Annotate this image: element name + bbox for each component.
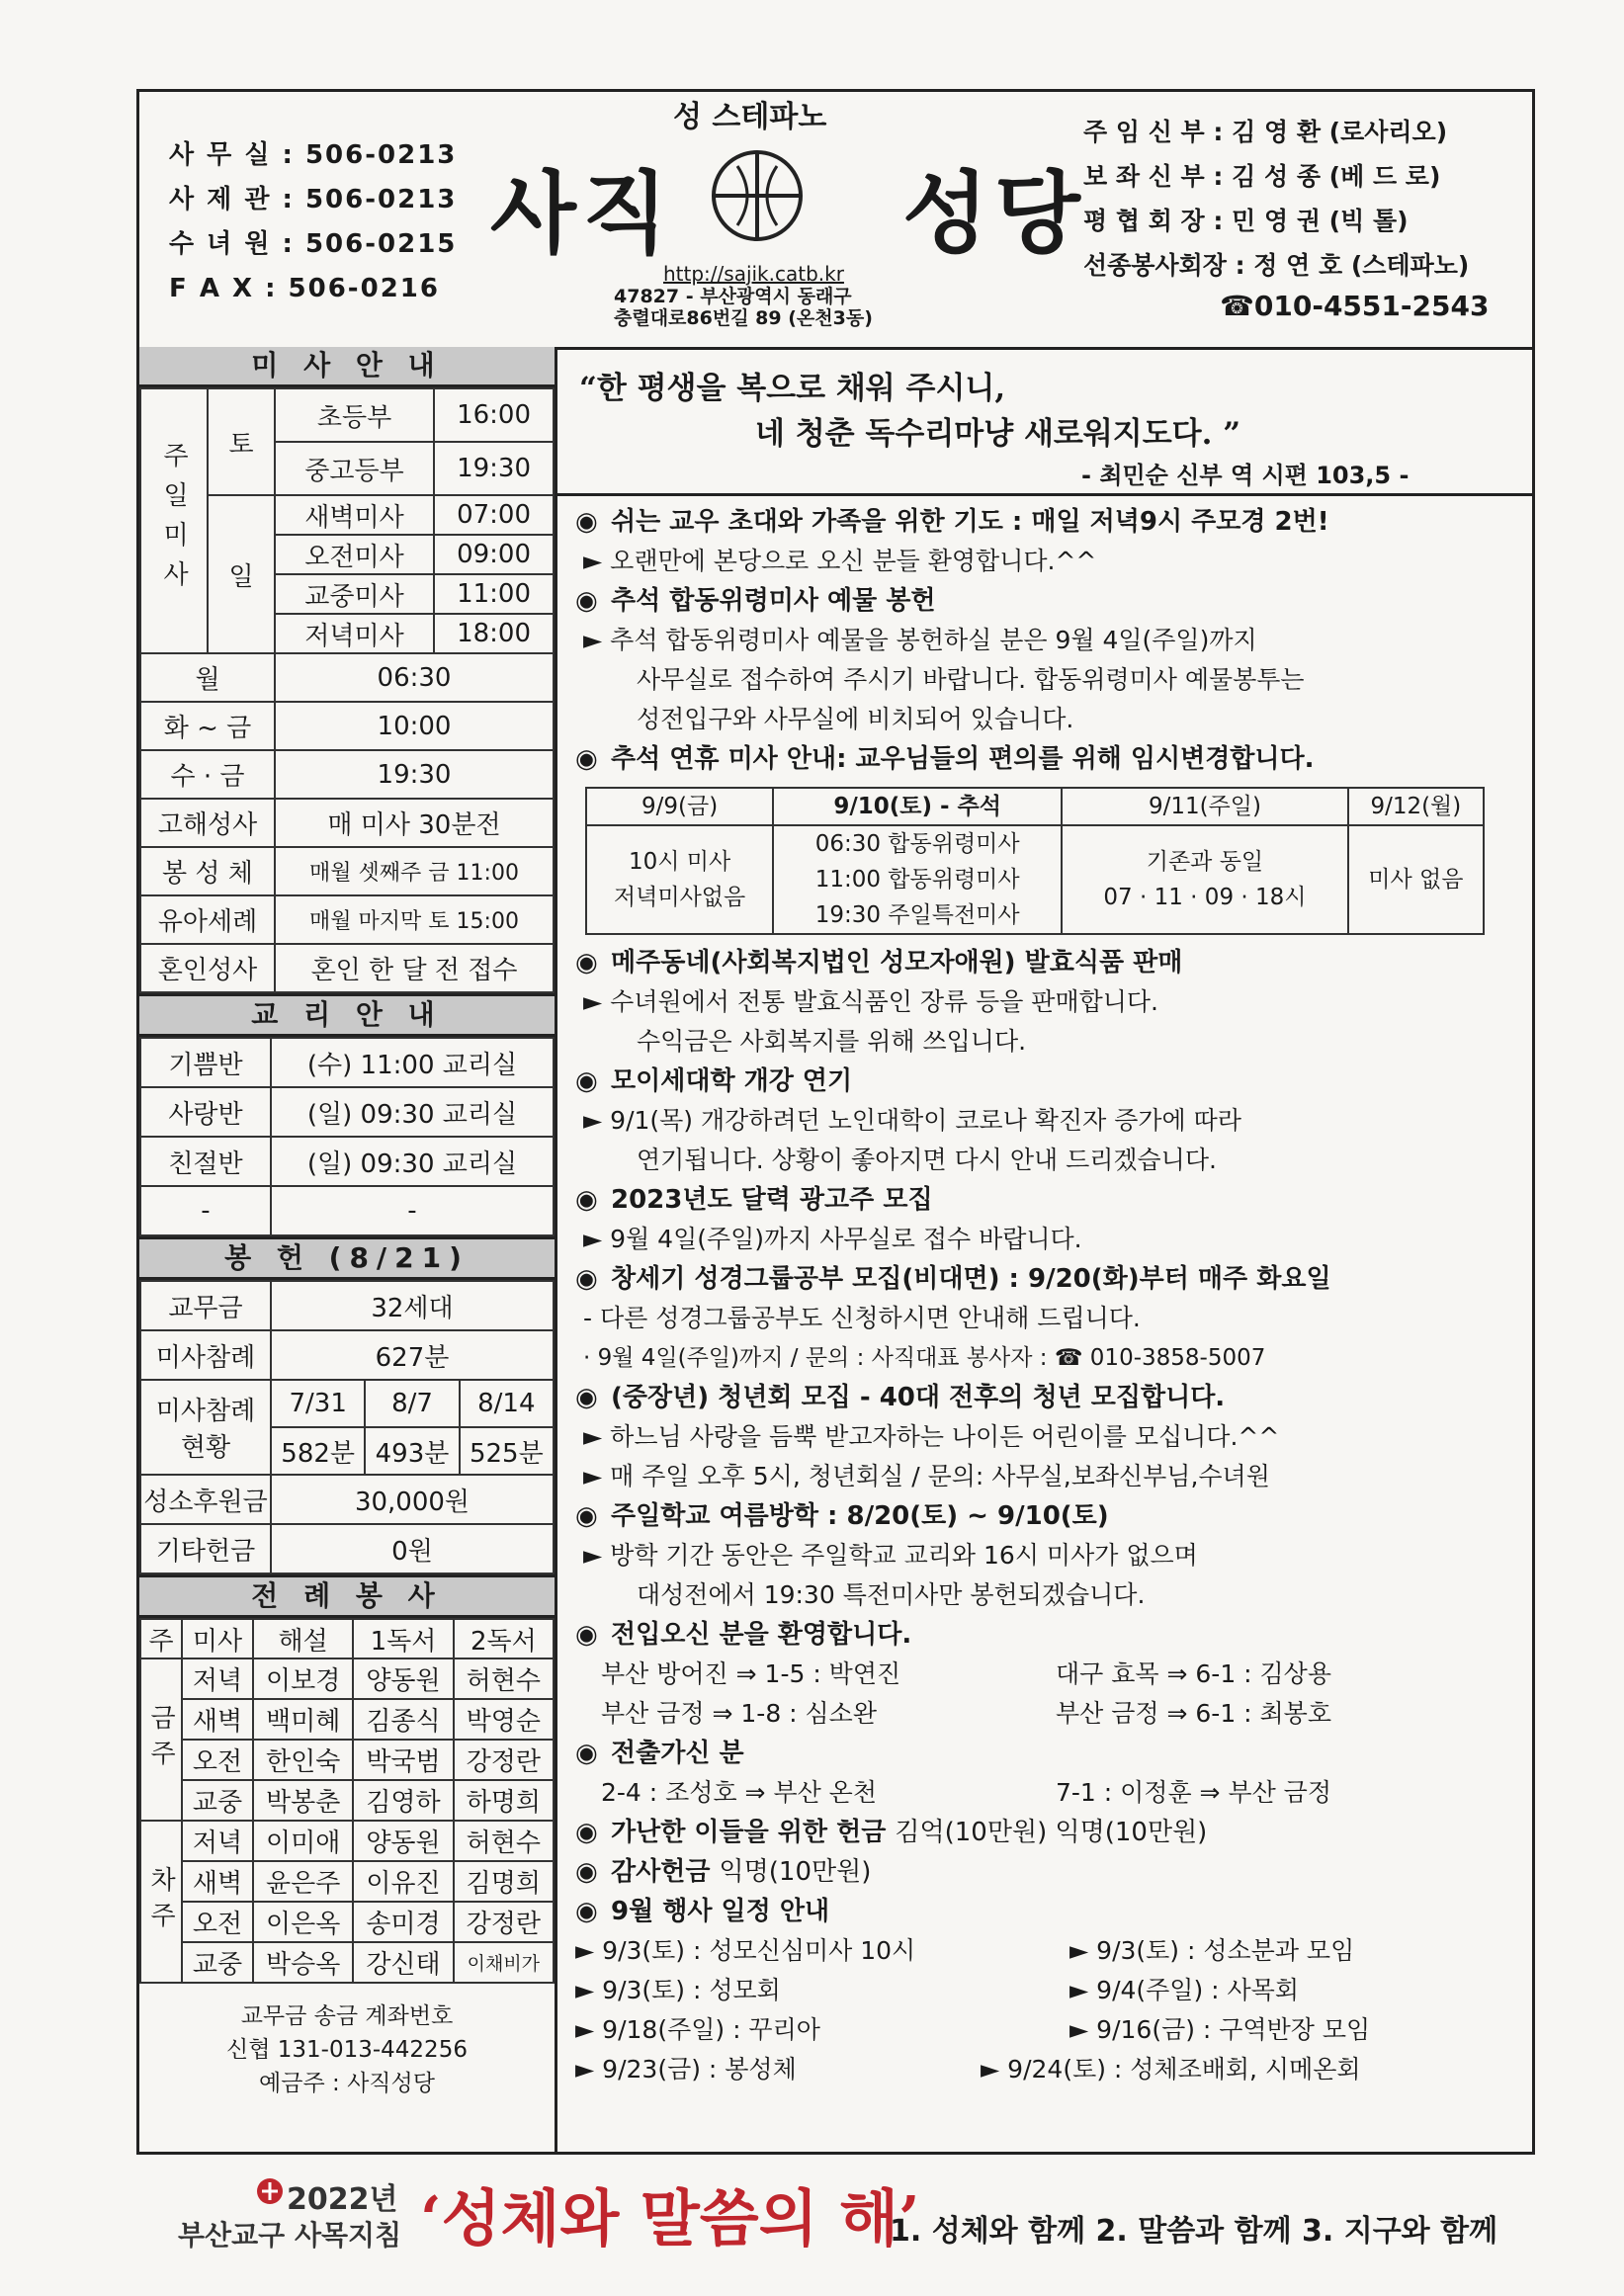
- notice-body: 연기됩니다. 상황이 좋아지면 다시 안내 드리겠습니다.: [637, 1146, 1217, 1174]
- notice-title-text: 창세기 성경그룹공부 모집(비대면) : 9/20(화)부터 매주 화요일: [611, 1264, 1331, 1294]
- offering-label: 교무금: [140, 1281, 271, 1330]
- liturgy-header: 미사: [182, 1619, 253, 1658]
- notice-title: [575, 1062, 1532, 1101]
- mass-section-title: 미 사 안 내: [139, 347, 555, 387]
- holiday-line: 10시 미사: [628, 849, 731, 875]
- mass-name: 오전미사: [275, 535, 434, 574]
- quote-source: - 최민순 신부 역 시편 103,5 -: [1081, 462, 1410, 489]
- notice-title: [575, 502, 1532, 542]
- liturgy-person: 이채비가: [454, 1942, 554, 1983]
- sacrament-time: 매월 셋째주 금 11:00: [275, 847, 554, 895]
- mass-name: 중고등부: [275, 442, 434, 495]
- sacrament-label: 봉 성 체: [140, 847, 275, 895]
- event-row: [575, 2050, 1532, 2089]
- notice-body: 사무실로 접수하여 주시기 바랍니다. 합동위령미사 예물봉투는: [637, 665, 1305, 694]
- notice-body: ► 수녀원에서 전통 발효식품인 장류 등을 판매합니다.: [583, 987, 1159, 1016]
- mass-time: 11:00: [434, 574, 554, 614]
- notice-body: ► 추석 합동위령미사 예물을 봉헌하실 분은 9월 4일(주일)까지: [583, 626, 1257, 654]
- notice-body: ► 방학 기간 동안은 주일학교 교리와 16시 미사가 없으며: [583, 1541, 1198, 1570]
- bullet-icon: ◉: [575, 1185, 598, 1215]
- notice-body: ► 오랜만에 본당으로 오신 분들 환영합니다.^^: [583, 547, 1097, 575]
- contact-rectory: 사 제 관 : 506-0213: [169, 185, 458, 214]
- contact-office: 사 무 실 : 506-0213: [169, 140, 458, 170]
- mass-table: [139, 387, 555, 993]
- liturgy-person: 김영하: [353, 1780, 453, 1821]
- class-name: 사랑반: [140, 1087, 271, 1137]
- footer: [138, 2174, 1542, 2283]
- mass-name: 교중미사: [275, 574, 434, 614]
- notice-title: [575, 739, 1532, 779]
- attendance-date: 7/31: [271, 1380, 365, 1427]
- liturgy-person: 한인숙: [253, 1740, 353, 1780]
- notice-title-text: 모이세대학 개강 연기: [611, 1066, 853, 1096]
- liturgy-person: 박국범: [353, 1740, 453, 1780]
- liturgy-person: 양동원: [353, 1658, 453, 1699]
- mass-time: 07:00: [434, 495, 554, 535]
- notice-title: [575, 1180, 1532, 1220]
- holiday-line: 기존과 동일: [1146, 849, 1264, 875]
- notice-body: ► 9/1(목) 개강하려던 노인대학이 코로나 확진자 증가에 따라: [583, 1106, 1241, 1135]
- notice-title-text: 전출가신 분: [611, 1739, 744, 1768]
- notice-title-text: (중장년) 청년회 모집 - 40대 전후의 청년 모집합니다.: [611, 1383, 1226, 1412]
- parish-logo-icon: [708, 146, 807, 245]
- event-item: ► 9/4(주일) : 사목회: [1069, 1976, 1299, 2004]
- this-week-label: 금주: [140, 1658, 182, 1821]
- holiday-cell: 미사 없음: [1348, 825, 1484, 934]
- transfer: 7-1 : 이정훈 ⇒ 부산 금정: [1056, 1778, 1331, 1807]
- footer-points: 1. 성체와 함께 2. 말씀과 함께 3. 지구와 함께: [890, 2214, 1498, 2249]
- notice-title-text: 메주동네(사회복지법인 성모자애원) 발효식품 판매: [611, 948, 1183, 978]
- sunday-mass-label: 주일미사: [140, 388, 208, 653]
- bullet-icon: ◉: [575, 1739, 598, 1768]
- event-item: ► 9/18(주일) : 꾸리아: [575, 2015, 820, 2044]
- attendance-label: [140, 1380, 271, 1475]
- holiday-cell: [586, 825, 773, 934]
- funeral-president: 선종봉사회장 : 정 연 호 (스테파노): [1083, 251, 1470, 280]
- notice-title-text: 가난한 이들을 위한 헌금: [611, 1818, 887, 1847]
- liturgy-mass: 교중: [182, 1942, 253, 1983]
- liturgy-mass: 저녁: [182, 1658, 253, 1699]
- bullet-icon: ◉: [575, 1857, 598, 1887]
- class-name: -: [140, 1186, 271, 1235]
- notice-title: [575, 1892, 1532, 1931]
- offering-section-title: 봉 헌 (8/21): [139, 1236, 555, 1280]
- liturgy-mass: 새벽: [182, 1699, 253, 1740]
- notice-title-text: 추석 합동위령미사 예물 봉헌: [611, 586, 936, 616]
- liturgy-person: 허현수: [454, 1658, 554, 1699]
- notice-title: [575, 943, 1532, 982]
- offering-value: 0원: [271, 1524, 554, 1573]
- bullet-icon: ◉: [575, 1897, 598, 1926]
- offering-label: 기타헌금: [140, 1524, 271, 1573]
- liturgy-person: 김종식: [353, 1699, 453, 1740]
- liturgy-person: 백미혜: [253, 1699, 353, 1740]
- parish-name-right: 성당: [902, 162, 1086, 266]
- weekday-time: 06:30: [275, 653, 554, 702]
- mass-time: 18:00: [434, 614, 554, 653]
- bullet-icon: ◉: [575, 1818, 598, 1847]
- liturgy-header: 2독서: [454, 1619, 554, 1658]
- class-time: -: [271, 1186, 554, 1235]
- sunday-label: 일: [208, 495, 275, 653]
- holiday-line: 11:00 합동위령미사: [814, 867, 1020, 893]
- newcomer-row: [575, 1655, 1532, 1694]
- weekday-label: 월: [140, 653, 275, 702]
- event-item: ► 9/23(금) : 봉성체: [575, 2055, 797, 2083]
- liturgy-person: 이유진: [353, 1861, 453, 1902]
- liturgy-mass: 오전: [182, 1740, 253, 1780]
- weekday-label: 화 ~ 금: [140, 702, 275, 750]
- newcomer: 부산 금정 ⇒ 6-1 : 최봉호: [1056, 1699, 1331, 1728]
- bullet-icon: ◉: [575, 1066, 598, 1096]
- liturgy-header: 주: [140, 1619, 182, 1658]
- address-line-2: 충렬대로86번길 89 (온천3동): [614, 307, 873, 329]
- holiday-line: 저녁미사없음: [613, 885, 746, 910]
- liturgy-mass: 교중: [182, 1780, 253, 1821]
- notice-body: ► 9월 4일(주일)까지 사무실로 접수 바랍니다.: [583, 1225, 1082, 1253]
- sacrament-label: 고해성사: [140, 799, 275, 847]
- holiday-header: 9/9(금): [586, 788, 773, 825]
- notice-list: [557, 496, 1532, 2089]
- council-president: 평 협 회 장 : 민 영 권 (빅 톨): [1083, 207, 1409, 235]
- event-row: [575, 2010, 1532, 2050]
- holiday-line: 06:30 합동위령미사: [814, 831, 1020, 857]
- doctrine-section-title: 교 리 안 내: [139, 993, 555, 1037]
- sacrament-label: 유아세례: [140, 895, 275, 944]
- liturgy-mass: 오전: [182, 1902, 253, 1942]
- attendance-count: 525분: [460, 1427, 554, 1475]
- scripture-quote: [557, 347, 1532, 496]
- bullet-icon: ◉: [575, 1620, 598, 1650]
- bullet-icon: ◉: [575, 948, 598, 978]
- weekday-time: 19:30: [275, 750, 554, 799]
- weekday-label: 수 · 금: [140, 750, 275, 799]
- bullet-icon: ◉: [575, 1501, 598, 1531]
- contact-convent: 수 녀 원 : 506-0215: [169, 229, 458, 259]
- class-time: (일) 09:30 교리실: [271, 1087, 554, 1137]
- notice-body: ► 매 주일 오후 5시, 청년회실 / 문의: 사무실,보좌신부님,수녀원: [583, 1462, 1270, 1490]
- bullet-icon: ◉: [575, 744, 598, 774]
- class-name: 친절반: [140, 1137, 271, 1186]
- holiday-cell: [1062, 825, 1348, 934]
- holiday-header: 9/11(주일): [1062, 788, 1348, 825]
- attendance-label-2: 현황: [180, 1433, 231, 1463]
- liturgy-person: 강신태: [353, 1942, 453, 1983]
- notice-title-text: 감사헌금: [611, 1857, 711, 1887]
- class-time: (일) 09:30 교리실: [271, 1137, 554, 1186]
- holiday-header: 9/12(월): [1348, 788, 1484, 825]
- account-title: 교무금 송금 계좌번호: [240, 2003, 454, 2029]
- website-link[interactable]: http://sajik.catb.kr: [663, 262, 844, 286]
- mass-name: 저녁미사: [275, 614, 434, 653]
- notice-title-text: 추석 연휴 미사 안내: 교우님들의 편의를 위해 임시변경합니다.: [611, 744, 1315, 774]
- holiday-cell: [773, 825, 1062, 934]
- liturgy-person: 송미경: [353, 1902, 453, 1942]
- sacrament-time: 매월 마지막 토 15:00: [275, 895, 554, 944]
- newcomer: 대구 효목 ⇒ 6-1 : 김상용: [1056, 1659, 1331, 1688]
- liturgy-person: 강정란: [454, 1740, 554, 1780]
- transfer-row: [575, 1773, 1532, 1813]
- holiday-header: 9/10(토) - 추석: [773, 788, 1062, 825]
- bullet-icon: ◉: [575, 586, 598, 616]
- attendance-count: 493분: [365, 1427, 459, 1475]
- offering-value: 627분: [271, 1330, 554, 1380]
- doctrine-table: [139, 1037, 555, 1236]
- event-row: [575, 1931, 1532, 1971]
- footer-year: 2022년: [287, 2182, 398, 2217]
- class-time: (수) 11:00 교리실: [271, 1038, 554, 1087]
- liturgy-header: 해설: [253, 1619, 353, 1658]
- event-item: ► 9/3(토) : 성모신심미사 10시: [575, 1936, 916, 1965]
- event-item: ► 9/16(금) : 구역반장 모임: [1069, 2015, 1371, 2044]
- footer-slogan: ‘성체와 말씀의 해’: [420, 2182, 920, 2254]
- liturgy-person: 강정란: [454, 1902, 554, 1942]
- quote-line-1: “한 평생을 복으로 채워 주시니,: [579, 371, 1006, 406]
- saturday-label: 토: [208, 388, 275, 495]
- account-number: 신협 131-013-442256: [226, 2037, 468, 2063]
- diocese-logo-icon: [255, 2176, 285, 2206]
- transfer: 2-4 : 조성호 ⇒ 부산 온천: [601, 1778, 877, 1807]
- attendance-count: 582분: [271, 1427, 365, 1475]
- notice-title: [575, 1813, 1532, 1852]
- offering-label: 성소후원금: [140, 1475, 271, 1524]
- notice-title: [575, 1852, 1532, 1892]
- notice-title: [575, 581, 1532, 621]
- liturgy-person: 박영순: [454, 1699, 554, 1740]
- notice-body: - 다른 성경그룹공부도 신청하시면 안내해 드립니다.: [583, 1304, 1141, 1332]
- notice-title: [575, 1615, 1532, 1655]
- holiday-line: 19:30 주일특전미사: [814, 902, 1020, 928]
- donation-value: 김억(10만원) 익명(10만원): [895, 1818, 1208, 1847]
- clergy-pastor: 주 임 신 부 : 김 영 환 (로사리오): [1083, 118, 1448, 146]
- event-item: ► 9/3(토) : 성소분과 모임: [1069, 1936, 1355, 1965]
- notice-title-text: 2023년도 달력 광고주 모집: [611, 1185, 933, 1215]
- left-column: [139, 347, 557, 2155]
- class-name: 기쁨반: [140, 1038, 271, 1087]
- notice-title: [575, 1496, 1532, 1536]
- notice-title-text: 전입오신 분을 환영합니다.: [611, 1620, 912, 1650]
- notice-body: 수익금은 사회복지를 위해 쓰입니다.: [637, 1027, 1027, 1056]
- mass-time: 19:30: [434, 442, 554, 495]
- liturgy-person: 박봉춘: [253, 1780, 353, 1821]
- notice-body: 성전입구와 사무실에 비치되어 있습니다.: [637, 705, 1074, 733]
- mass-time: 09:00: [434, 535, 554, 574]
- notice-body: ► 하느님 사랑을 듬뿍 받고자하는 나이든 어린이를 모십니다.^^: [583, 1422, 1280, 1451]
- clergy-assistant: 보 좌 신 부 : 김 성 종 (베 드 로): [1083, 162, 1441, 191]
- liturgy-mass: 새벽: [182, 1861, 253, 1902]
- event-row: [575, 1971, 1532, 2010]
- mass-name: 초등부: [275, 388, 434, 442]
- offering-value: 30,000원: [271, 1475, 554, 1524]
- parish-patron: 성 스테파노: [673, 100, 827, 134]
- notice-title: [575, 1378, 1532, 1417]
- holiday-mass-table: [585, 787, 1485, 935]
- liturgy-section-title: 전 례 봉 사: [139, 1574, 555, 1618]
- notice-body: 대성전에서 19:30 특전미사만 봉헌되겠습니다.: [637, 1580, 1146, 1609]
- liturgy-mass: 저녁: [182, 1821, 253, 1861]
- next-week-label: 차주: [140, 1821, 182, 1983]
- notice-title: [575, 1259, 1532, 1299]
- right-column: [557, 347, 1532, 2089]
- mass-name: 새벽미사: [275, 495, 434, 535]
- header: [139, 92, 1532, 350]
- footer-diocese: 부산교구 사목지침: [178, 2219, 402, 2252]
- notice-body: · 9월 4일(주일)까지 / 문의 : 사직대표 봉사자 : ☎ 010-3858-5007: [583, 1345, 1266, 1371]
- mass-time: 16:00: [434, 388, 554, 442]
- account-info: [139, 1984, 555, 2100]
- notice-title-text: 쉬는 교우 초대와 가족을 위한 기도 : 매일 저녁9시 주모경 2번!: [611, 507, 1329, 537]
- sacrament-time: 혼인 한 달 전 접수: [275, 944, 554, 992]
- liturgy-person: 윤은주: [253, 1861, 353, 1902]
- quote-line-2: 네 청춘 독수리마냥 새로워지도다. ”: [755, 416, 1241, 452]
- contact-list: [169, 133, 457, 311]
- offering-table: [139, 1280, 555, 1574]
- address: [614, 286, 873, 329]
- liturgy-person: 이미애: [253, 1821, 353, 1861]
- newcomer: 부산 금정 ⇒ 1-8 : 심소완: [601, 1699, 877, 1728]
- parish-name-left: 사직: [490, 162, 674, 266]
- sacrament-label: 혼인성사: [140, 944, 275, 992]
- liturgy-table: [139, 1618, 555, 1984]
- offering-label: 미사참례: [140, 1330, 271, 1380]
- newcomer: 부산 방어진 ⇒ 1-5 : 박연진: [601, 1659, 901, 1688]
- liturgy-person: 박승옥: [253, 1942, 353, 1983]
- donation-value: 익명(10만원): [719, 1857, 872, 1887]
- liturgy-header: 1독서: [353, 1619, 453, 1658]
- newcomer-row: [575, 1694, 1532, 1734]
- contact-fax: F A X : 506-0216: [169, 274, 440, 303]
- sacrament-time: 매 미사 30분전: [275, 799, 554, 847]
- event-item: ► 9/24(토) : 성체조배회, 시메온회: [981, 2055, 1361, 2083]
- notice-title: [575, 1734, 1532, 1773]
- phone-number: ☎010-4551-2543: [1220, 290, 1490, 322]
- clergy-list: [1083, 110, 1469, 288]
- weekday-time: 10:00: [275, 702, 554, 750]
- offering-value: 32세대: [271, 1281, 554, 1330]
- bullet-icon: ◉: [575, 507, 598, 537]
- liturgy-person: 하명희: [454, 1780, 554, 1821]
- event-item: ► 9/3(토) : 성모회: [575, 1976, 781, 2004]
- liturgy-person: 이은옥: [253, 1902, 353, 1942]
- attendance-label-1: 미사참례: [155, 1397, 256, 1426]
- liturgy-person: 허현수: [454, 1821, 554, 1861]
- account-holder: 예금주 : 사직성당: [259, 2071, 435, 2096]
- address-line-1: 47827 - 부산광역시 동래구: [614, 286, 852, 307]
- liturgy-person: 양동원: [353, 1821, 453, 1861]
- bullet-icon: ◉: [575, 1383, 598, 1412]
- holiday-line: 07 · 11 · 09 · 18시: [1103, 885, 1307, 910]
- notice-title-text: 9월 행사 일정 안내: [611, 1897, 830, 1926]
- bulletin-frame: [136, 89, 1535, 2155]
- liturgy-person: 이보경: [253, 1658, 353, 1699]
- bullet-icon: ◉: [575, 1264, 598, 1294]
- attendance-date: 8/14: [460, 1380, 554, 1427]
- notice-title-text: 주일학교 여름방학 : 8/20(토) ~ 9/10(토): [611, 1501, 1109, 1531]
- attendance-date: 8/7: [365, 1380, 459, 1427]
- liturgy-person: 김명희: [454, 1861, 554, 1902]
